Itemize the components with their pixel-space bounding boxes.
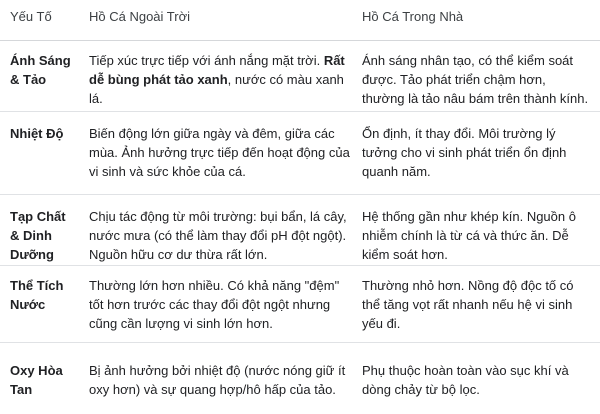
table-row: [0, 112, 600, 195]
table-row: [0, 343, 600, 414]
outdoor-cell: Chịu tác động từ môi trường: bụi bẩn, lá cây, nước mưa (có thể làm thay đổi pH đột ngột). Nguồn hữu cơ dư thừa rất lớn.: [89, 209, 347, 262]
table-row: [0, 195, 600, 266]
outdoor-cell: Biến động lớn giữa ngày và đêm, giữa các mùa. Ảnh hưởng trực tiếp đến hoạt động của vi sinh và sức khỏe của cá.: [89, 126, 350, 179]
indoor-cell: Thường nhỏ hơn. Nồng độ độc tố có thể tăng vọt rất nhanh nếu hệ vi sinh yếu đi.: [362, 278, 574, 331]
indoor-cell: Hệ thống gần như khép kín. Nguồn ô nhiễm chính là từ cá và thức ăn. Dễ kiểm soát hơn.: [362, 209, 576, 262]
table-row: [0, 41, 600, 112]
header-factor: Yếu Tố: [10, 9, 52, 24]
factor-cell: Ánh Sáng & Tảo: [10, 53, 71, 87]
outdoor-cell: Bị ảnh hưởng bởi nhiệt độ (nước nóng giữ ít oxy hơn) và sự quang hợp/hô hấp của tảo.: [89, 363, 346, 397]
factor-cell: Tạp Chất & Dinh Dưỡng: [10, 209, 66, 262]
outdoor-text: Tiếp xúc trực tiếp với ánh nắng mặt trời.: [89, 53, 324, 68]
outdoor-text-end: , nước có màu xanh lá.: [89, 72, 344, 106]
indoor-cell: Phụ thuộc hoàn toàn vào sục khí và dòng chảy từ bộ lọc.: [362, 363, 569, 397]
factor-cell: Nhiệt Độ: [10, 126, 64, 141]
table-header-row: [0, 0, 600, 41]
header-outdoor: Hồ Cá Ngoài Trời: [89, 9, 191, 24]
factor-cell: Oxy Hòa Tan: [10, 363, 63, 397]
indoor-cell: Ổn định, ít thay đổi. Môi trường lý tưởng cho vi sinh phát triển ổn định quanh năm.: [362, 126, 567, 179]
table-row: [0, 266, 600, 343]
outdoor-cell: Thường lớn hơn nhiều. Có khả năng "đệm" tốt hơn trước các thay đổi đột ngột nhưng cũng cần lượng vi sinh lớn hơn.: [89, 278, 340, 331]
factor-cell: Thể Tích Nước: [10, 278, 64, 312]
outdoor-emphasis: Rất dễ bùng phát tảo xanh: [89, 53, 345, 87]
header-indoor: Hồ Cá Trong Nhà: [362, 9, 464, 24]
outdoor-cell: [89, 51, 351, 108]
indoor-cell: Ánh sáng nhân tạo, có thể kiểm soát được. Tảo phát triển chậm hơn, thường là tảo nâu bám trên thành kính.: [362, 53, 589, 106]
